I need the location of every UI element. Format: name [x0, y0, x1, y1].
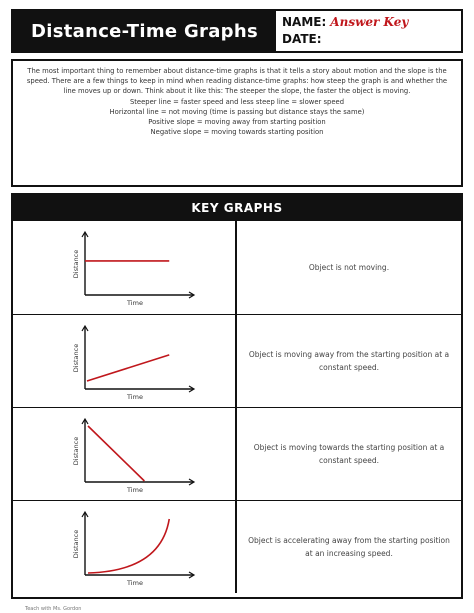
worksheet-page [11, 9, 463, 612]
intro-box [11, 59, 463, 187]
intro-line: Positive slope = moving away from starting position [148, 118, 326, 127]
x-axis-label: Time [127, 299, 143, 307]
date-row [282, 31, 455, 48]
worksheet-title: Distance-Time Graphs [13, 11, 276, 51]
x-axis-label: Time [127, 393, 143, 401]
key-graphs-table [11, 193, 463, 599]
key-graphs-heading: KEY GRAPHS [13, 195, 461, 221]
graph-row [13, 314, 461, 407]
name-row [282, 14, 455, 31]
graph-line [88, 519, 169, 573]
graph-row [13, 407, 461, 500]
name-date-box [276, 11, 461, 51]
graph-description: Object is moving towards the starting position at a constant speed. [253, 443, 445, 465]
distance-time-graph [13, 501, 235, 593]
distance-time-graph [13, 221, 235, 313]
graph-row [13, 500, 461, 593]
intro-line: Horizontal line = not moving (time is passing but distance stays the same) [109, 107, 365, 116]
graph-description: Object is not moving. [308, 263, 390, 272]
graph-line [88, 426, 144, 481]
name-label: NAME: [282, 15, 327, 29]
graph-cell [13, 408, 237, 500]
x-axis-label: Time [127, 579, 143, 587]
intro-line: Steeper line = faster speed and less steep line = slower speed [129, 97, 345, 106]
y-axis-label: Distance [72, 436, 80, 466]
graph-row [13, 221, 461, 314]
distance-time-graph [13, 408, 235, 500]
graph-cell [13, 315, 237, 407]
graph-cell [13, 501, 237, 593]
y-axis-label: Distance [72, 249, 80, 279]
footer-credit: Teach with Ms. Gordon [25, 606, 82, 612]
intro-line: Negative slope = moving towards starting position [150, 128, 324, 137]
intro-paragraph: The most important thing to remember about distance-time graphs is that it tells a story about motion and the slope is the speed. There are a few things to keep in mind when reading distance-time graphs: how steep the graph is and whether the line moves up or down. Think about it like this: The steeper the slope, the faster the object is moving. [26, 67, 448, 96]
y-axis-label: Distance [72, 529, 80, 559]
graph-description: Object is accelerating away from the starting position at an increasing speed. [248, 536, 450, 558]
graph-cell [13, 221, 237, 314]
y-axis-label: Distance [72, 343, 80, 373]
graph-description: Object is moving away from the starting position at a constant speed. [248, 350, 450, 372]
name-value: Answer Key [330, 15, 409, 29]
header [11, 9, 463, 53]
distance-time-graph [13, 315, 235, 407]
x-axis-label: Time [127, 486, 143, 494]
graph-line [87, 355, 169, 381]
date-label: DATE: [282, 32, 322, 46]
